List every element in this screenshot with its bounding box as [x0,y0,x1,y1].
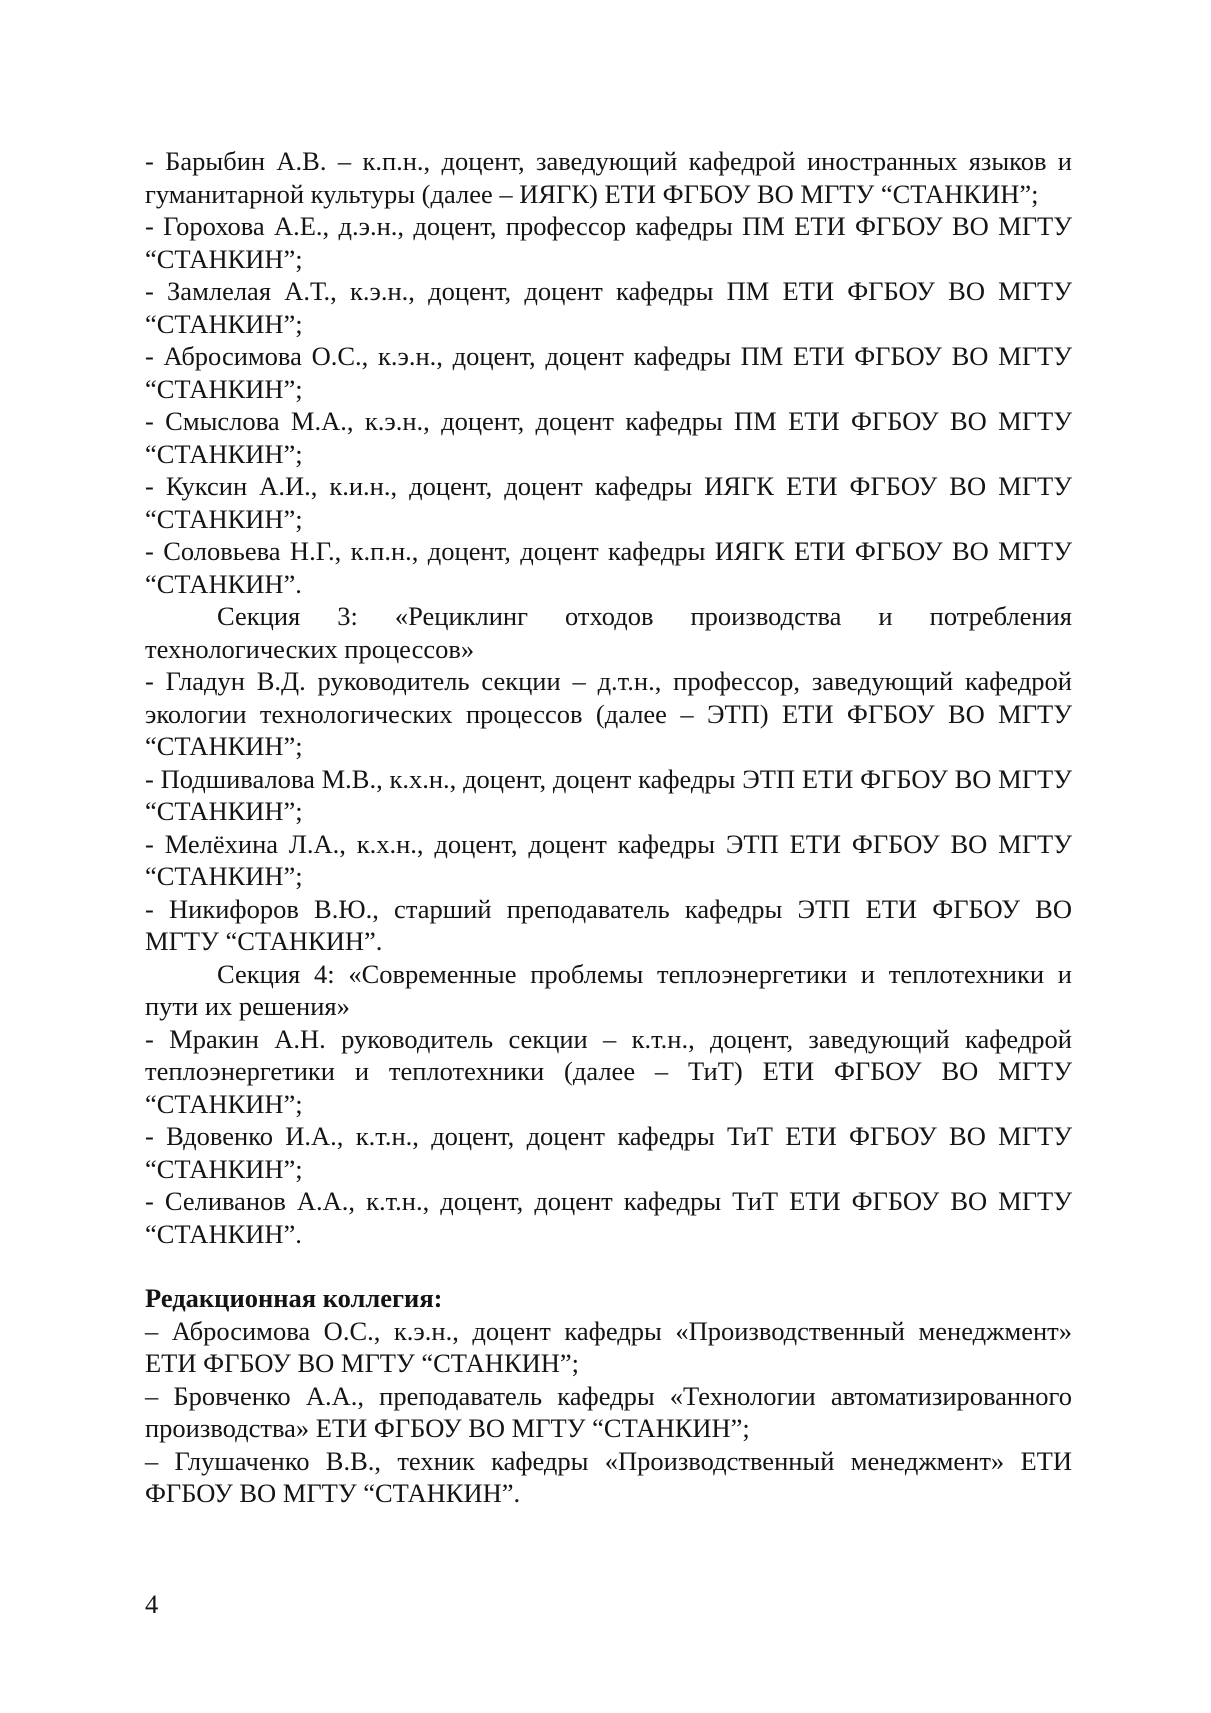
committee-member: - Абросимова О.С., к.э.н., доцент, доцент кафедры ПМ ЕТИ ФГБОУ ВО МГТУ “СТАНКИН”; [145,341,1072,404]
editorial-board-member: – Глушаченко В.В., техник кафедры «Производственный менеджмент» ЕТИ ФГБОУ ВО МГТУ “СТАНКИН”. [145,1445,1072,1508]
section-4-member: - Вдовенко И.А., к.т.н., доцент, доцент кафедры ТиТ ЕТИ ФГБОУ ВО МГТУ “СТАНКИН”; [145,1121,1072,1184]
section-4-member: - Селиванов А.А., к.т.н., доцент, доцент кафедры ТиТ ЕТИ ФГБОУ ВО МГТУ “СТАНКИН”. [145,1186,1072,1249]
committee-member: - Замлелая А.Т., к.э.н., доцент, доцент кафедры ПМ ЕТИ ФГБОУ ВО МГТУ “СТАНКИН”; [145,276,1072,339]
section-3-member: - Никифоров В.Ю., старший преподаватель кафедры ЭТП ЕТИ ФГБОУ ВО МГТУ “СТАНКИН”. [145,893,1072,956]
committee-member: - Соловьева Н.Г., к.п.н., доцент, доцент кафедры ИЯГК ЕТИ ФГБОУ ВО МГТУ “СТАНКИН”. [145,536,1072,599]
editorial-board-member: – Абросимова О.С., к.э.н., доцент кафедры «Производственный менеджмент» ЕТИ ФГБОУ ВО МГТУ “СТАНКИН”; [145,1315,1072,1378]
editorial-board-heading: Редакционная коллегия: [145,1283,443,1313]
page-number: 4 [145,1589,159,1619]
section-3-heading: Секция 3: «Рециклинг отходов производства и потребления технологических процессов» [145,601,1072,664]
editorial-board-member: – Бровченко А.А., преподаватель кафедры «Технологии автоматизированного производства» ЕТИ ФГБОУ ВО МГТУ “СТАНКИН”; [145,1380,1072,1443]
committee-member: - Горохова А.Е., д.э.н., доцент, профессор кафедры ПМ ЕТИ ФГБОУ ВО МГТУ “СТАНКИН”; [145,211,1072,274]
page-content [145,145,1072,1510]
section-4-heading: Секция 4: «Современные проблемы теплоэнергетики и теплотехники и пути их решения» [145,958,1072,1021]
section-4-member: - Мракин А.Н. руководитель секции – к.т.н., доцент, заведующий кафедрой теплоэнергетики и теплотехники (далее – ТиТ) ЕТИ ФГБОУ ВО МГТУ “СТАНКИН”; [145,1023,1072,1119]
section-3-member: - Подшивалова М.В., к.х.н., доцент, доцент кафедры ЭТП ЕТИ ФГБОУ ВО МГТУ “СТАНКИН”; [145,763,1072,826]
section-3-member: - Мелёхина Л.А., к.х.н., доцент, доцент кафедры ЭТП ЕТИ ФГБОУ ВО МГТУ “СТАНКИН”; [145,828,1072,891]
committee-member: - Куксин А.И., к.и.н., доцент, доцент кафедры ИЯГК ЕТИ ФГБОУ ВО МГТУ “СТАНКИН”; [145,471,1072,534]
committee-member: - Барыбин А.В. – к.п.н., доцент, заведующий кафедрой иностранных языков и гуманитарной культуры (далее – ИЯГК) ЕТИ ФГБОУ ВО МГТУ “СТАНКИН”; [145,146,1072,209]
section-3-member: - Гладун В.Д. руководитель секции – д.т.н., профессор, заведующий кафедрой экологии технологических процессов (далее – ЭТП) ЕТИ ФГБОУ ВО МГТУ “СТАНКИН”; [145,666,1072,761]
committee-member: - Смыслова М.А., к.э.н., доцент, доцент кафедры ПМ ЕТИ ФГБОУ ВО МГТУ “СТАНКИН”; [145,406,1072,469]
